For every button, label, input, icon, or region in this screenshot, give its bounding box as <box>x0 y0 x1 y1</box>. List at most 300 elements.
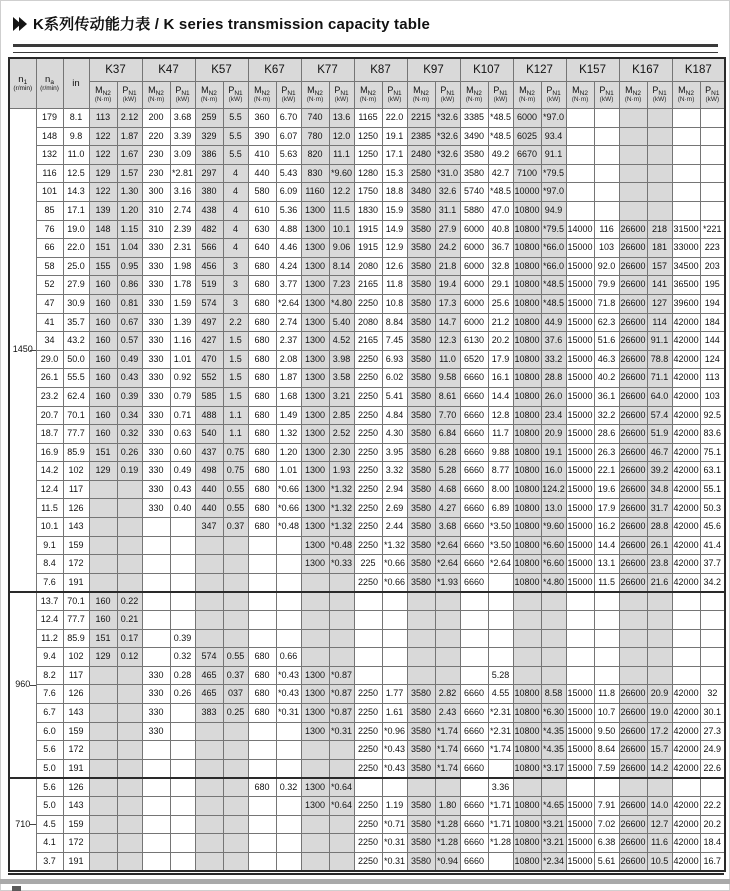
cell-K157-pn1 <box>594 648 619 667</box>
cell-K187-mn2: 34500 <box>672 257 700 276</box>
cell-K157-mn2: 15000 <box>566 239 594 258</box>
cell-K107-pn1: 47.0 <box>488 201 513 220</box>
cell-in: 22.0 <box>63 239 89 258</box>
cell-K67-pn1: 1.68 <box>276 387 301 406</box>
cell-K157-pn1: 26.3 <box>594 443 619 462</box>
model-header-K157: K157 <box>566 58 619 82</box>
cell-K107-pn1: 4.55 <box>488 685 513 704</box>
cell-K157-mn2 <box>566 109 594 128</box>
cell-K47-mn2 <box>142 852 170 871</box>
cell-K67-mn2: 680 <box>248 685 276 704</box>
cell-na: 3.7 <box>36 852 63 871</box>
cell-K67-mn2: 680 <box>248 276 276 295</box>
cell-K187-mn2: 42000 <box>672 704 700 723</box>
cell-K167-mn2: 26600 <box>619 369 647 388</box>
cell-K87-mn2: 1165 <box>354 109 382 128</box>
cell-K47-mn2: 330 <box>142 425 170 444</box>
cell-K157-mn2 <box>566 183 594 202</box>
cell-K127-pn1 <box>541 611 566 630</box>
cell-K97-pn1 <box>435 778 460 797</box>
cell-K57-mn2: 540 <box>195 425 223 444</box>
cell-na: 5.6 <box>36 778 63 797</box>
cell-K167-pn1 <box>647 127 672 146</box>
cell-K187-mn2: 42000 <box>672 573 700 592</box>
cell-K167-pn1: 20.9 <box>647 685 672 704</box>
cell-K127-pn1 <box>541 648 566 667</box>
cell-K167-pn1: 14.0 <box>647 796 672 815</box>
cell-K187-pn1 <box>700 109 725 128</box>
cell-K47-mn2: 330 <box>142 313 170 332</box>
cell-K107-mn2: 6660 <box>460 796 488 815</box>
cell-K97-mn2: 3580 <box>407 555 435 574</box>
cell-K87-mn2: 1250 <box>354 146 382 165</box>
cell-K127-mn2: 10800 <box>513 834 541 853</box>
cell-K37-pn1 <box>117 555 142 574</box>
cell-K77-pn1 <box>329 741 354 760</box>
cell-in: 143 <box>63 796 89 815</box>
cell-K157-pn1: 13.1 <box>594 555 619 574</box>
cell-K167-mn2: 26600 <box>619 573 647 592</box>
cell-K87-mn2: 1750 <box>354 183 382 202</box>
cell-K187-pn1 <box>700 164 725 183</box>
cell-K157-mn2 <box>566 666 594 685</box>
cell-K157-pn1 <box>594 183 619 202</box>
cell-K37-pn1 <box>117 685 142 704</box>
cell-K37-mn2 <box>89 480 117 499</box>
cell-K167-mn2: 26600 <box>619 425 647 444</box>
cell-K57-mn2: 488 <box>195 406 223 425</box>
cell-K77-pn1 <box>329 834 354 853</box>
cell-K67-pn1: *0.43 <box>276 685 301 704</box>
cell-K187-mn2: 33000 <box>672 239 700 258</box>
cell-K107-mn2: 6660 <box>460 834 488 853</box>
cell-in: 85.9 <box>63 443 89 462</box>
cell-K167-mn2: 26600 <box>619 815 647 834</box>
cell-K37-mn2 <box>89 796 117 815</box>
table-row <box>9 462 725 481</box>
cell-K37-mn2: 160 <box>89 332 117 351</box>
cell-K57-mn2: 470 <box>195 350 223 369</box>
cell-K157-mn2: 15000 <box>566 443 594 462</box>
cell-K107-mn2: 6660 <box>460 741 488 760</box>
cell-K187-pn1: 27.3 <box>700 722 725 741</box>
table-row <box>9 406 725 425</box>
cell-K67-pn1: *0.66 <box>276 480 301 499</box>
cell-K37-mn2: 148 <box>89 220 117 239</box>
cell-K47-mn2: 230 <box>142 146 170 165</box>
table-row <box>9 276 725 295</box>
cell-K37-mn2: 129 <box>89 164 117 183</box>
cell-K67-pn1 <box>276 741 301 760</box>
cell-K107-pn1: 9.88 <box>488 443 513 462</box>
cell-K127-pn1 <box>541 592 566 611</box>
cell-K47-pn1: 2.31 <box>170 239 195 258</box>
cell-na: 18.7 <box>36 425 63 444</box>
cell-na: 5.6 <box>36 741 63 760</box>
cell-K57-pn1 <box>223 759 248 778</box>
cell-K77-pn1: *0.87 <box>329 704 354 723</box>
cell-K97-pn1: 14.7 <box>435 313 460 332</box>
cell-K47-mn2: 200 <box>142 109 170 128</box>
cell-K67-mn2 <box>248 536 276 555</box>
cell-K187-pn1: 30.1 <box>700 704 725 723</box>
cell-K37-pn1: 0.12 <box>117 648 142 667</box>
cell-K47-pn1 <box>170 611 195 630</box>
cell-K107-pn1: 40.8 <box>488 220 513 239</box>
cell-K47-pn1 <box>170 759 195 778</box>
cell-K107-pn1 <box>488 629 513 648</box>
cell-K87-pn1: *0.66 <box>382 573 407 592</box>
table-row <box>9 536 725 555</box>
cell-K157-mn2: 15000 <box>566 406 594 425</box>
table-row <box>9 164 725 183</box>
cell-na: 4.1 <box>36 834 63 853</box>
cell-K127-mn2: 10800 <box>513 220 541 239</box>
cell-K57-mn2 <box>195 573 223 592</box>
cell-na: 101 <box>36 183 63 202</box>
cell-K47-mn2: 330 <box>142 369 170 388</box>
cell-K187-pn1 <box>700 629 725 648</box>
cell-K47-pn1 <box>170 573 195 592</box>
cell-K127-pn1: 23.4 <box>541 406 566 425</box>
cell-K67-pn1: 5.43 <box>276 164 301 183</box>
cell-K127-pn1: *9.60 <box>541 518 566 537</box>
cell-K187-mn2: 42000 <box>672 852 700 871</box>
cell-K77-pn1 <box>329 648 354 667</box>
cell-K167-pn1: 15.7 <box>647 741 672 760</box>
cell-K77-mn2: 1300 <box>301 796 329 815</box>
cell-K107-mn2: 6660 <box>460 480 488 499</box>
cell-K67-pn1: 4.46 <box>276 239 301 258</box>
cell-K57-mn2: 259 <box>195 109 223 128</box>
cell-K187-mn2 <box>672 109 700 128</box>
cell-K107-pn1: *1.71 <box>488 796 513 815</box>
cell-K77-pn1 <box>329 573 354 592</box>
cell-K187-mn2 <box>672 778 700 797</box>
cell-K87-pn1 <box>382 778 407 797</box>
cell-K157-pn1 <box>594 629 619 648</box>
cell-K47-mn2: 330 <box>142 499 170 518</box>
table-row <box>9 666 725 685</box>
cell-K57-mn2: 482 <box>195 220 223 239</box>
cell-K167-pn1: 57.4 <box>647 406 672 425</box>
table-row <box>9 722 725 741</box>
cell-K87-pn1: 1.77 <box>382 685 407 704</box>
cell-K87-mn2: 2250 <box>354 462 382 481</box>
cell-K107-pn1 <box>488 592 513 611</box>
cell-K157-pn1: 11.8 <box>594 685 619 704</box>
cell-K57-pn1: 5.5 <box>223 109 248 128</box>
cell-K57-mn2: 585 <box>195 387 223 406</box>
cell-K67-mn2: 680 <box>248 499 276 518</box>
cell-K37-pn1: 0.34 <box>117 406 142 425</box>
cell-K57-pn1 <box>223 592 248 611</box>
cell-K127-pn1: 26.0 <box>541 387 566 406</box>
title-divider <box>13 44 718 53</box>
cell-K87-pn1: *0.66 <box>382 555 407 574</box>
cell-K47-pn1: 0.26 <box>170 685 195 704</box>
cell-K57-mn2: 574 <box>195 648 223 667</box>
cell-K77-mn2 <box>301 592 329 611</box>
cell-K127-mn2: 10800 <box>513 704 541 723</box>
cell-K157-pn1: 36.1 <box>594 387 619 406</box>
cell-K97-mn2: 3580 <box>407 313 435 332</box>
power-header-K97: $P_{N1}$ (kW) <box>435 82 460 109</box>
cell-K47-mn2: 330 <box>142 406 170 425</box>
cell-K127-pn1: 20.9 <box>541 425 566 444</box>
cell-in: 143 <box>63 518 89 537</box>
cell-K127-pn1: 94.9 <box>541 201 566 220</box>
cell-K187-mn2: 42000 <box>672 499 700 518</box>
cell-K77-pn1: *4.80 <box>329 294 354 313</box>
cell-K67-mn2: 440 <box>248 164 276 183</box>
cell-K77-pn1: *1.32 <box>329 480 354 499</box>
cell-K167-pn1: 19.0 <box>647 704 672 723</box>
cell-in: 143 <box>63 704 89 723</box>
cell-K107-mn2: 6660 <box>460 443 488 462</box>
cell-K57-mn2: 552 <box>195 369 223 388</box>
cell-K157-pn1: 7.02 <box>594 815 619 834</box>
cell-K127-mn2: 10800 <box>513 201 541 220</box>
cell-K87-mn2: 2250 <box>354 759 382 778</box>
cell-K47-mn2: 330 <box>142 722 170 741</box>
cell-in: 12.5 <box>63 164 89 183</box>
cell-K47-mn2: 330 <box>142 350 170 369</box>
cell-K157-mn2 <box>566 127 594 146</box>
cell-K87-pn1: 12.6 <box>382 257 407 276</box>
cell-K157-mn2 <box>566 629 594 648</box>
table-row <box>9 332 725 351</box>
cell-K57-pn1 <box>223 834 248 853</box>
cell-K67-mn2 <box>248 796 276 815</box>
cell-K47-pn1: 0.43 <box>170 480 195 499</box>
cell-K127-mn2: 10800 <box>513 685 541 704</box>
cell-K47-mn2 <box>142 629 170 648</box>
cell-K57-pn1: 0.55 <box>223 480 248 499</box>
cell-K57-mn2 <box>195 722 223 741</box>
cell-K37-mn2 <box>89 778 117 797</box>
cell-na: 13.7 <box>36 592 63 611</box>
cell-K77-pn1: *1.32 <box>329 499 354 518</box>
cell-K167-pn1 <box>647 183 672 202</box>
cell-in: 19.0 <box>63 220 89 239</box>
cell-K57-mn2: 497 <box>195 313 223 332</box>
cell-K157-mn2: 15000 <box>566 722 594 741</box>
cell-K77-pn1: 2.52 <box>329 425 354 444</box>
cell-K97-mn2: 3580 <box>407 387 435 406</box>
cell-K67-mn2 <box>248 555 276 574</box>
cell-K67-mn2: 680 <box>248 704 276 723</box>
cell-K77-mn2: 1300 <box>301 350 329 369</box>
left-column-header-2: in <box>63 58 89 109</box>
cell-in: 126 <box>63 685 89 704</box>
cell-K157-mn2 <box>566 164 594 183</box>
cell-K107-mn2: 6660 <box>460 722 488 741</box>
cell-K107-mn2: 6000 <box>460 294 488 313</box>
cell-na: 5.0 <box>36 759 63 778</box>
cell-K157-pn1: 32.2 <box>594 406 619 425</box>
cell-K47-mn2: 330 <box>142 685 170 704</box>
cell-K97-pn1: 5.28 <box>435 462 460 481</box>
cell-K37-pn1: 1.20 <box>117 201 142 220</box>
cell-K97-mn2 <box>407 611 435 630</box>
cell-K107-pn1: 20.2 <box>488 332 513 351</box>
cell-K77-mn2 <box>301 759 329 778</box>
cell-K157-mn2: 15000 <box>566 313 594 332</box>
cell-K37-pn1: 0.95 <box>117 257 142 276</box>
cell-K67-mn2: 680 <box>248 332 276 351</box>
cell-K57-pn1 <box>223 796 248 815</box>
cell-in: 172 <box>63 834 89 853</box>
cell-in: 191 <box>63 759 89 778</box>
cell-K37-mn2 <box>89 685 117 704</box>
cell-K47-pn1: 1.39 <box>170 313 195 332</box>
cell-K97-pn1: 19.4 <box>435 276 460 295</box>
cell-K157-mn2 <box>566 592 594 611</box>
cell-K47-pn1: 0.28 <box>170 666 195 685</box>
cell-K127-mn2: 6000 <box>513 109 541 128</box>
table-row <box>9 443 725 462</box>
cell-K47-pn1: 0.32 <box>170 648 195 667</box>
cell-K67-mn2 <box>248 629 276 648</box>
cell-K57-mn2: 456 <box>195 257 223 276</box>
cell-K37-mn2 <box>89 834 117 853</box>
cell-K127-pn1: *48.5 <box>541 276 566 295</box>
cell-K87-mn2: 2250 <box>354 685 382 704</box>
table-row <box>9 704 725 723</box>
cell-K127-mn2: 10800 <box>513 443 541 462</box>
torque-header-K77: $M_{N2}$ (N·m) <box>301 82 329 109</box>
cell-K47-pn1: 2.74 <box>170 201 195 220</box>
cell-K167-mn2: 26600 <box>619 741 647 760</box>
speed-group-label: 1450 <box>9 109 36 592</box>
cell-K167-pn1 <box>647 611 672 630</box>
cell-na: 6.0 <box>36 722 63 741</box>
cell-K57-mn2 <box>195 592 223 611</box>
table-bottom-rule <box>8 873 724 875</box>
cell-K157-pn1: 7.59 <box>594 759 619 778</box>
cell-K77-mn2 <box>301 611 329 630</box>
cell-K97-pn1: 2.82 <box>435 685 460 704</box>
cell-K47-mn2: 230 <box>142 164 170 183</box>
cell-K127-pn1 <box>541 778 566 797</box>
cell-K107-pn1 <box>488 573 513 592</box>
cell-in: 126 <box>63 499 89 518</box>
cell-K87-mn2: 225 <box>354 555 382 574</box>
cell-K87-mn2 <box>354 778 382 797</box>
cell-K77-mn2: 1300 <box>301 480 329 499</box>
cell-in: 25.0 <box>63 257 89 276</box>
cell-K87-pn1: 11.8 <box>382 276 407 295</box>
header-row-models <box>9 58 725 82</box>
cell-K47-pn1: 1.98 <box>170 257 195 276</box>
cell-K47-mn2 <box>142 592 170 611</box>
cell-K187-pn1: 195 <box>700 276 725 295</box>
cell-K187-mn2: 42000 <box>672 518 700 537</box>
cell-K167-pn1: 26.1 <box>647 536 672 555</box>
table-row <box>9 834 725 853</box>
cell-na: 85 <box>36 201 63 220</box>
cell-K67-mn2 <box>248 722 276 741</box>
cell-K187-pn1: 83.6 <box>700 425 725 444</box>
cell-K107-pn1: 49.2 <box>488 146 513 165</box>
cell-K57-pn1 <box>223 536 248 555</box>
cell-K77-pn1 <box>329 611 354 630</box>
cell-K47-pn1: 3.39 <box>170 127 195 146</box>
cell-K187-pn1 <box>700 146 725 165</box>
cell-K47-mn2 <box>142 518 170 537</box>
cell-K47-pn1: 0.79 <box>170 387 195 406</box>
cell-K47-mn2: 300 <box>142 183 170 202</box>
cell-na: 9.4 <box>36 648 63 667</box>
cell-K87-pn1 <box>382 666 407 685</box>
cell-in: 9.8 <box>63 127 89 146</box>
cell-K97-pn1: *1.28 <box>435 815 460 834</box>
cell-K167-mn2 <box>619 778 647 797</box>
cell-K47-pn1 <box>170 518 195 537</box>
cell-K47-pn1 <box>170 592 195 611</box>
cell-K167-pn1: 181 <box>647 239 672 258</box>
cell-K127-mn2: 10800 <box>513 741 541 760</box>
cell-K127-pn1: 124.2 <box>541 480 566 499</box>
cell-K187-mn2 <box>672 201 700 220</box>
cell-K67-pn1 <box>276 796 301 815</box>
cell-K167-mn2: 26600 <box>619 796 647 815</box>
cell-K167-pn1: 218 <box>647 220 672 239</box>
cell-K77-mn2: 1300 <box>301 555 329 574</box>
power-header-K187: $P_{N1}$ (kW) <box>700 82 725 109</box>
cell-K37-pn1: 1.57 <box>117 164 142 183</box>
cell-K127-pn1: *6.30 <box>541 704 566 723</box>
cell-K57-pn1 <box>223 573 248 592</box>
cell-K47-pn1: 1.16 <box>170 332 195 351</box>
cell-K37-pn1 <box>117 778 142 797</box>
cell-na: 12.4 <box>36 480 63 499</box>
cell-K47-mn2: 330 <box>142 332 170 351</box>
cell-K87-mn2: 2250 <box>354 294 382 313</box>
power-header-K67: $P_{N1}$ (kW) <box>276 82 301 109</box>
cell-K87-pn1: 19.1 <box>382 127 407 146</box>
cell-na: 9.1 <box>36 536 63 555</box>
cell-K157-mn2 <box>566 778 594 797</box>
cell-K47-pn1: 0.71 <box>170 406 195 425</box>
cell-K127-mn2 <box>513 629 541 648</box>
capacity-table <box>8 57 726 872</box>
power-header-K107: $P_{N1}$ (kW) <box>488 82 513 109</box>
cell-K127-mn2 <box>513 611 541 630</box>
cell-K157-pn1: 51.6 <box>594 332 619 351</box>
cell-K37-mn2: 129 <box>89 462 117 481</box>
next-section-icon-partial <box>12 886 21 891</box>
table-row <box>9 499 725 518</box>
cell-K67-mn2: 680 <box>248 443 276 462</box>
cell-K47-pn1 <box>170 722 195 741</box>
cell-K97-mn2: 2385 <box>407 127 435 146</box>
cell-K87-pn1 <box>382 592 407 611</box>
table-row <box>9 741 725 760</box>
cell-K167-mn2 <box>619 666 647 685</box>
cell-K57-pn1: 0.75 <box>223 462 248 481</box>
cell-K67-mn2: 680 <box>248 778 276 797</box>
table-row <box>9 350 725 369</box>
cell-K107-pn1: 8.00 <box>488 480 513 499</box>
cell-K97-pn1 <box>435 648 460 667</box>
torque-header-K157: $M_{N2}$ (N·m) <box>566 82 594 109</box>
cell-K187-pn1: 20.2 <box>700 815 725 834</box>
cell-K57-pn1: 5.5 <box>223 146 248 165</box>
cell-K97-pn1: *1.28 <box>435 834 460 853</box>
cell-K57-mn2 <box>195 759 223 778</box>
